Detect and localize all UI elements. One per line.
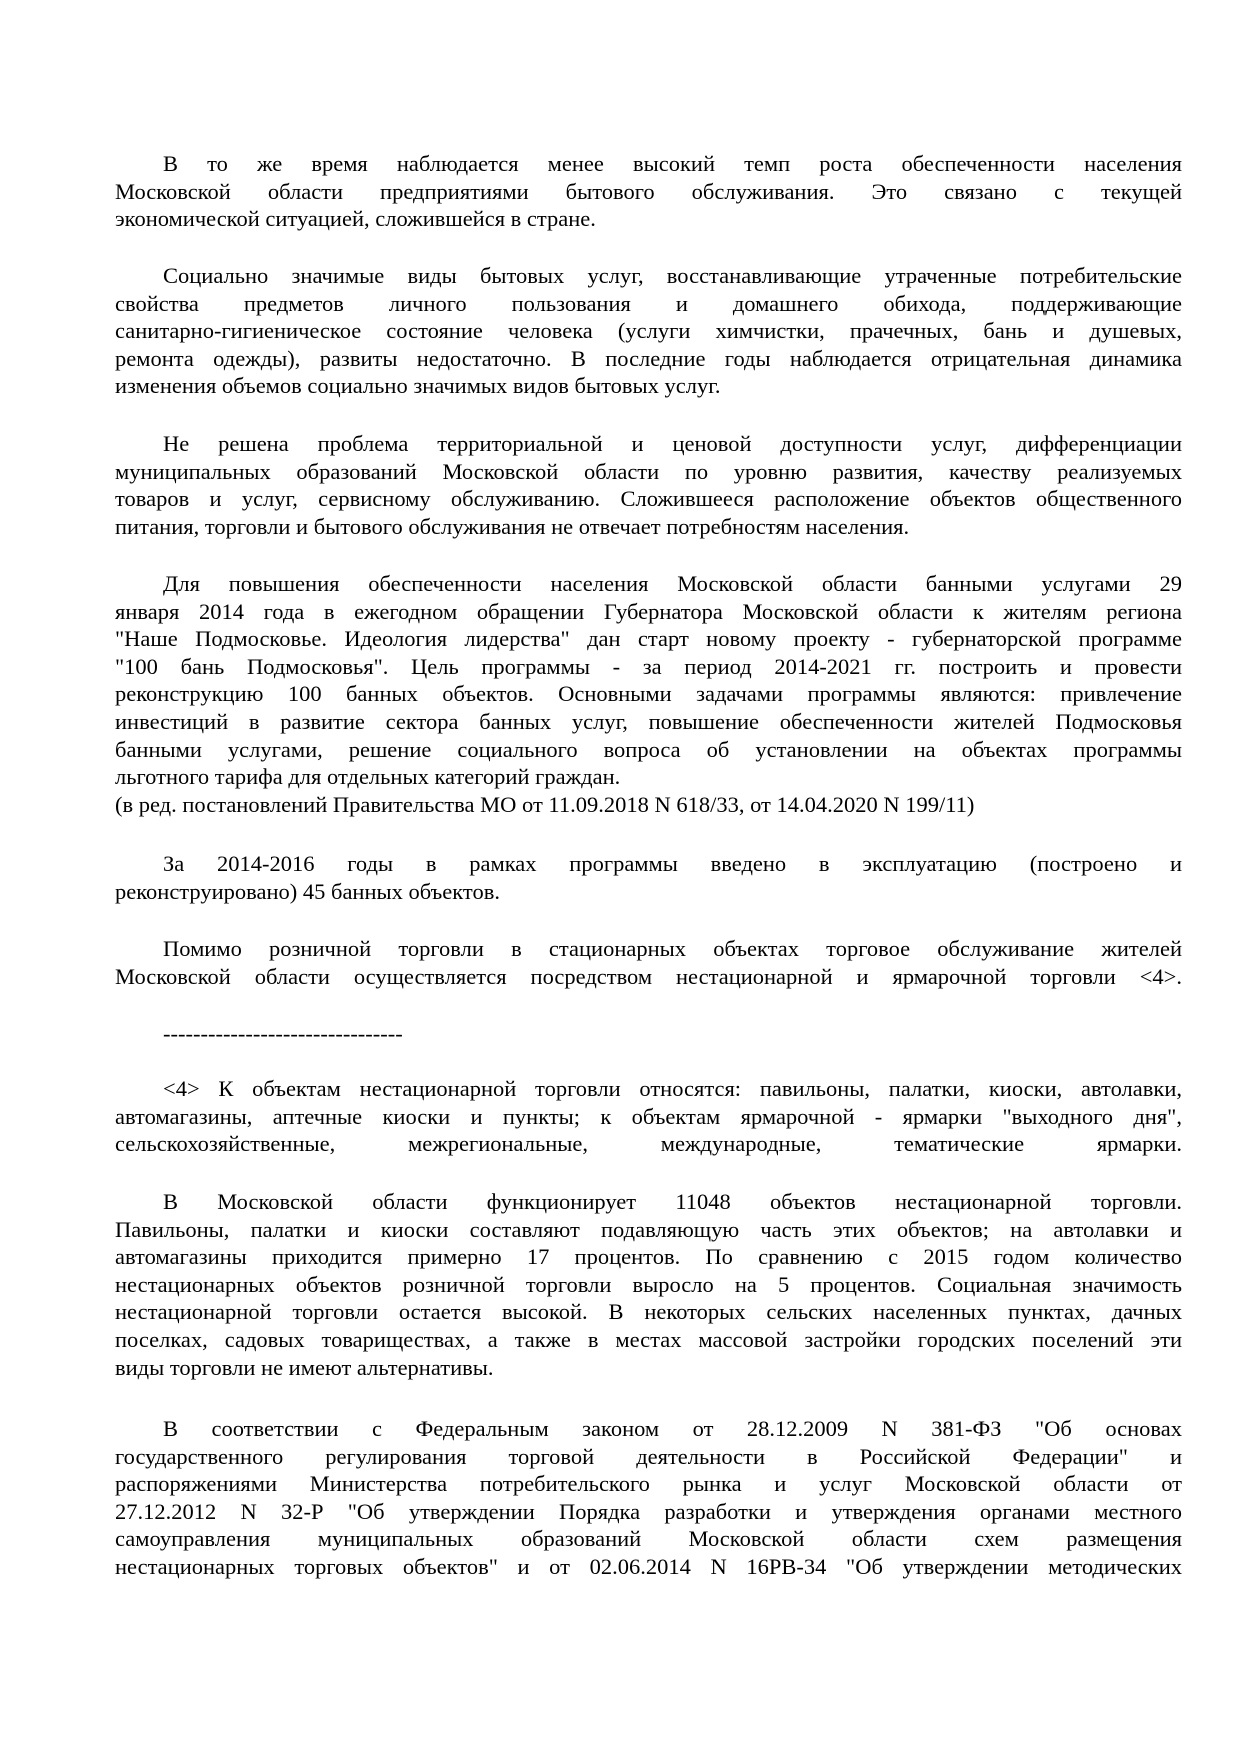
- text-line: Московской области осуществляется посредством нестационарной и ярмарочной торговли <4>.: [115, 963, 1182, 989]
- text-line: Московской области предприятиями бытового обслуживания. Это связано с текущей: [115, 178, 1182, 204]
- text-line: автомагазины приходится примерно 17 процентов. По сравнению с 2015 годом количество: [115, 1244, 1182, 1270]
- text-line: Павильоны, палатки и киоски составляют подавляющую часть этих объектов; на автолавки и: [115, 1216, 1182, 1242]
- paragraph-nonstationary-stats: [115, 1188, 1182, 1381]
- text-line: питания, торговли и бытового обслуживания не отвечает потребностям населения.: [115, 513, 910, 539]
- text-line: В то же время наблюдается менее высокий темп роста обеспеченности населения: [163, 151, 1182, 176]
- text-line: самоуправления муниципальных образований Московской области схем размещения: [115, 1526, 1182, 1552]
- text-line: нестационарных торговых объектов" и от 02.06.2014 N 16РВ-34 "Об утверждении методических: [115, 1553, 1182, 1579]
- text-line: государственного регулирования торговой деятельности в Российской Федерации" и: [115, 1443, 1182, 1469]
- footnote-4: [115, 1075, 1182, 1158]
- paragraph-nonstationary-intro: [115, 935, 1182, 990]
- paragraph-social-services: [115, 262, 1182, 400]
- text-line: ремонта одежды), развиты недостаточно. В последние годы наблюдается отрицательная динамика: [115, 345, 1182, 371]
- text-line: банными услугами, решение социального вопроса об установлении на объектах программы: [115, 736, 1182, 762]
- text-line: поселках, садовых товариществах, а также в местах массовой застройки городских поселений эти: [115, 1326, 1182, 1352]
- text-line: За 2014-2016 годы в рамках программы введено в эксплуатацию (построено и: [163, 851, 1182, 876]
- text-line: --------------------------------: [163, 1021, 403, 1046]
- text-line: муниципальных образований Московской области по уровню развития, качеству реализуемых: [115, 458, 1182, 484]
- text-line: льготного тарифа для отдельных категорий граждан.: [115, 764, 621, 790]
- text-line: инвестиций в развитие сектора банных услуг, повышение обеспеченности жителей Подмосковья: [115, 708, 1182, 734]
- text-line: (в ред. постановлений Правительства МО от 11.09.2018 N 618/33, от 14.04.2020 N 199/11): [115, 792, 975, 817]
- text-line: реконструировано) 45 банных объектов.: [115, 878, 500, 904]
- text-line: Не решена проблема территориальной и ценовой доступности услуг, дифференциации: [163, 431, 1182, 456]
- text-line: экономической ситуацией, сложившейся в стране.: [115, 206, 596, 232]
- text-line: виды торговли не имеют альтернативы.: [115, 1354, 494, 1380]
- footnote-separator: [115, 1020, 1182, 1048]
- text-line: Для повышения обеспеченности населения Московской области банными услугами 29: [163, 571, 1182, 596]
- paragraph-service-growth: [115, 150, 1182, 233]
- paragraph-100-baths: [115, 570, 1182, 791]
- text-line: сельскохозяйственные, межрегиональные, международные, тематические ярмарки.: [115, 1131, 1182, 1157]
- paragraph-baths-commissioned: [115, 850, 1182, 905]
- text-line: нестационарных объектов розничной торговли выросло на 5 процентов. Социальная значимость: [115, 1271, 1182, 1297]
- text-line: <4> К объектам нестационарной торговли относятся: павильоны, палатки, киоски, автолавки,: [163, 1076, 1182, 1101]
- paragraph-federal-law: [115, 1415, 1182, 1581]
- text-line: В Московской области функционирует 11048 объектов нестационарной торговли.: [163, 1189, 1182, 1214]
- text-line: автомагазины, аптечные киоски и пункты; к объектам ярмарочной - ярмарки "выходного дня",: [115, 1103, 1182, 1129]
- text-line: реконструкцию 100 банных объектов. Основными задачами программы являются: привлечение: [115, 681, 1182, 707]
- text-line: Социально значимые виды бытовых услуг, восстанавливающие утраченные потребительские: [163, 263, 1182, 288]
- text-line: января 2014 года в ежегодном обращении Губернатора Московской области к жителям региона: [115, 598, 1182, 624]
- text-line: распоряжениями Министерства потребительского рынка и услуг Московской области от: [115, 1471, 1182, 1497]
- paragraph-accessibility: [115, 430, 1182, 540]
- text-line: 27.12.2012 N 32-Р "Об утверждении Порядка разработки и утверждения органами местного: [115, 1498, 1182, 1524]
- amendment-note: [115, 791, 1182, 819]
- text-line: товаров и услуг, сервисному обслуживанию. Сложившееся расположение объектов общественного: [115, 486, 1182, 512]
- text-line: изменения объемов социально значимых видов бытовых услуг.: [115, 373, 721, 399]
- text-line: "100 бань Подмосковья". Цель программы - за период 2014-2021 гг. построить и провести: [115, 653, 1182, 679]
- text-line: Помимо розничной торговли в стационарных объектах торговое обслуживание жителей: [163, 936, 1182, 961]
- text-line: нестационарной торговли остается высокой. В некоторых сельских населенных пунктах, дачных: [115, 1299, 1182, 1325]
- text-line: "Наше Подмосковье. Идеология лидерства" дан старт новому проекту - губернаторской программе: [115, 626, 1182, 652]
- text-line: В соответствии с Федеральным законом от 28.12.2009 N 381-ФЗ "Об основах: [163, 1416, 1182, 1441]
- text-line: санитарно-гигиеническое состояние человека (услуги химчистки, прачечных, бань и душевых,: [115, 318, 1182, 344]
- text-line: свойства предметов личного пользования и домашнего обихода, поддерживающие: [115, 290, 1182, 316]
